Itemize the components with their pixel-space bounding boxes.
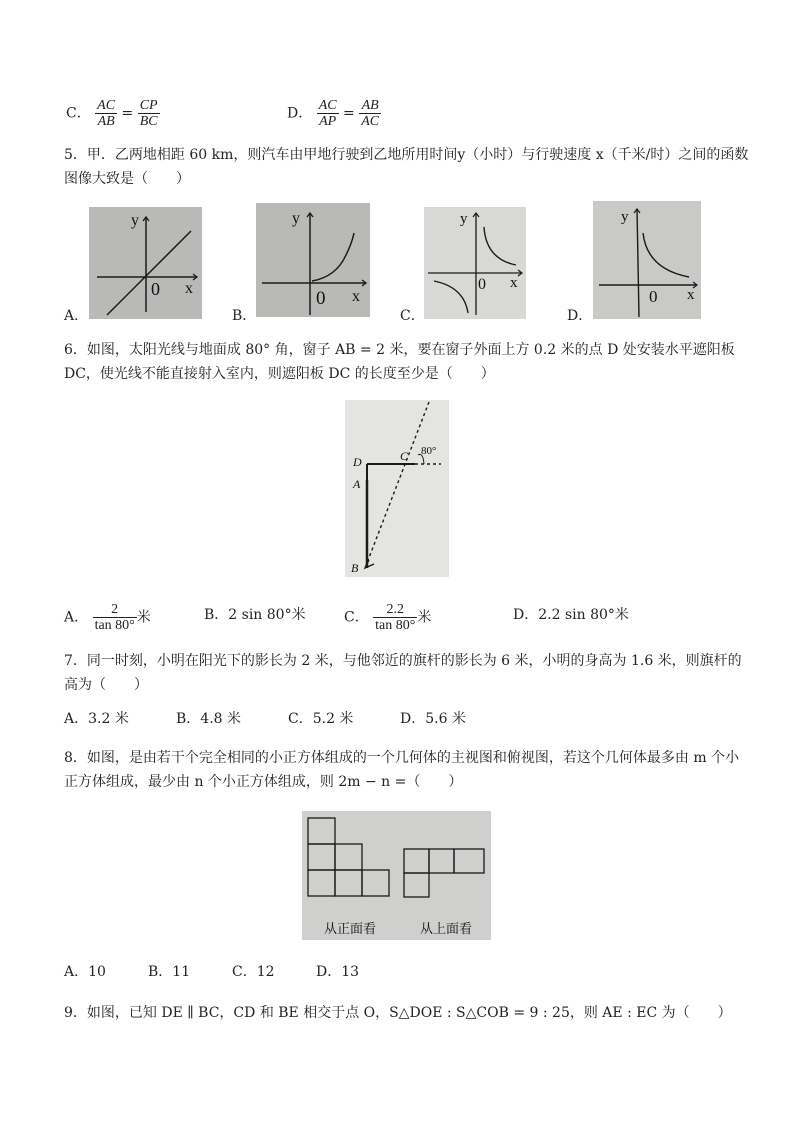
q5-graph-d bbox=[593, 201, 701, 319]
y-axis-label: y bbox=[460, 211, 468, 227]
q8-figure bbox=[302, 811, 491, 940]
origin-label: 0 bbox=[316, 288, 326, 309]
fraction: $\frac{AC}{AB}$ bbox=[97, 98, 116, 129]
q7-option-d: D．5.6 米 bbox=[400, 711, 466, 727]
origin-label: 0 bbox=[649, 287, 658, 306]
q4-option-c bbox=[66, 98, 160, 129]
point-a-label: A bbox=[353, 477, 361, 491]
y-axis-label: y bbox=[621, 209, 629, 225]
fraction: $\frac{2.2}{\tan 80^\circ}$ bbox=[375, 602, 416, 633]
x-axis-label: x bbox=[352, 288, 360, 305]
q8-option-d: D．13 bbox=[316, 964, 360, 980]
origin-label: 0 bbox=[478, 276, 486, 293]
q8-option-b: B．11 bbox=[148, 964, 191, 980]
q5-graph-a bbox=[89, 207, 202, 319]
unit: 米 bbox=[417, 609, 432, 626]
q5-graph-b bbox=[256, 203, 370, 317]
top-view-caption: 从上面看 bbox=[420, 921, 473, 936]
q6-stem-line2: DC，使光线不能直接射入室内，则遮阳板 DC 的长度至少是（ ） bbox=[64, 366, 495, 382]
q6-stem-line1: 6．如图，太阳光线与地面成 80° 角，窗子 AB = 2 米，要在窗子外面上方 0.2 米的点 D 处安装水平遮阳板 bbox=[64, 342, 735, 358]
option-label: C． bbox=[344, 609, 369, 626]
q9-stem-line1: 9．如图，已知 DE ∥ BC，CD 和 BE 相交于点 O，S△DOE : S△COB = 9 : 25，则 AE : EC 为（ ） bbox=[64, 1005, 732, 1021]
q7-option-a: A．3.2 米 bbox=[64, 711, 129, 727]
front-view-caption: 从正面看 bbox=[324, 921, 377, 936]
option-label: A． bbox=[64, 609, 89, 626]
q7-option-b: B．4.8 米 bbox=[176, 711, 242, 727]
q5-label-d: D． bbox=[567, 308, 593, 324]
q7-stem-line1: 7．同一时刻，小明在阳光下的影长为 2 米，与他邻近的旗杆的影长为 6 米，小明的身高为 1.6 米，则旗杆的 bbox=[64, 653, 742, 669]
q5-label-a: A． bbox=[64, 308, 89, 324]
q5-stem-line2: 图像大致是（ ） bbox=[64, 171, 190, 187]
q7-option-c: C．5.2 米 bbox=[288, 711, 354, 727]
q5-stem-line1: 5．甲．乙两地相距 60 km，则汽车由甲地行驶到乙地所用时间y（小时）与行驶速度 x（千米/时）之间的函数 bbox=[64, 147, 749, 163]
q6-figure bbox=[345, 400, 449, 577]
equals-sign: = bbox=[121, 105, 134, 122]
q5-graph-c bbox=[424, 207, 526, 319]
q7-stem-line2: 高为（ ） bbox=[64, 677, 148, 693]
angle-label: 80° bbox=[421, 445, 437, 457]
y-axis-label: y bbox=[292, 210, 300, 227]
q6-option-d: D．2.2 sin 80°米 bbox=[513, 607, 629, 623]
q5-label-c: C． bbox=[400, 308, 425, 324]
point-c-label: C bbox=[400, 449, 409, 463]
fraction: $\frac{AB}{AC}$ bbox=[361, 98, 380, 129]
q8-stem-line1: 8．如图，是由若干个完全相同的小正方体组成的一个几何体的主视图和俯视图，若这个几何体最多由 m 个小 bbox=[64, 750, 740, 766]
option-label: D． bbox=[287, 105, 313, 122]
equals-sign: = bbox=[343, 105, 355, 122]
fraction: $\frac{AC}{AP}$ bbox=[318, 98, 337, 129]
x-axis-label: x bbox=[510, 275, 518, 291]
unit: 米 bbox=[136, 609, 151, 626]
y-axis-label: y bbox=[131, 212, 139, 229]
q8-stem-line2: 正方体组成，最少由 n 个小正方体组成，则 2m − n =（ ） bbox=[64, 774, 463, 790]
q5-label-b: B． bbox=[232, 308, 257, 324]
q4-option-d bbox=[287, 98, 381, 129]
q8-option-a: A．10 bbox=[64, 964, 106, 980]
q8-option-c: C．12 bbox=[232, 964, 275, 980]
x-axis-label: x bbox=[185, 280, 193, 297]
point-b-label: B bbox=[351, 561, 359, 575]
option-label: C． bbox=[66, 105, 91, 122]
origin-label: 0 bbox=[151, 279, 160, 299]
q6-option-b: B．2 sin 80°米 bbox=[204, 607, 306, 623]
x-axis-label: x bbox=[687, 287, 695, 303]
point-d-label: D bbox=[353, 455, 362, 469]
fraction: $\frac{2}{\tan 80^\circ}$ bbox=[94, 602, 135, 633]
q6-option-c bbox=[344, 602, 431, 633]
fraction: $\frac{CP}{BC}$ bbox=[139, 98, 158, 129]
q6-option-a bbox=[64, 602, 151, 633]
